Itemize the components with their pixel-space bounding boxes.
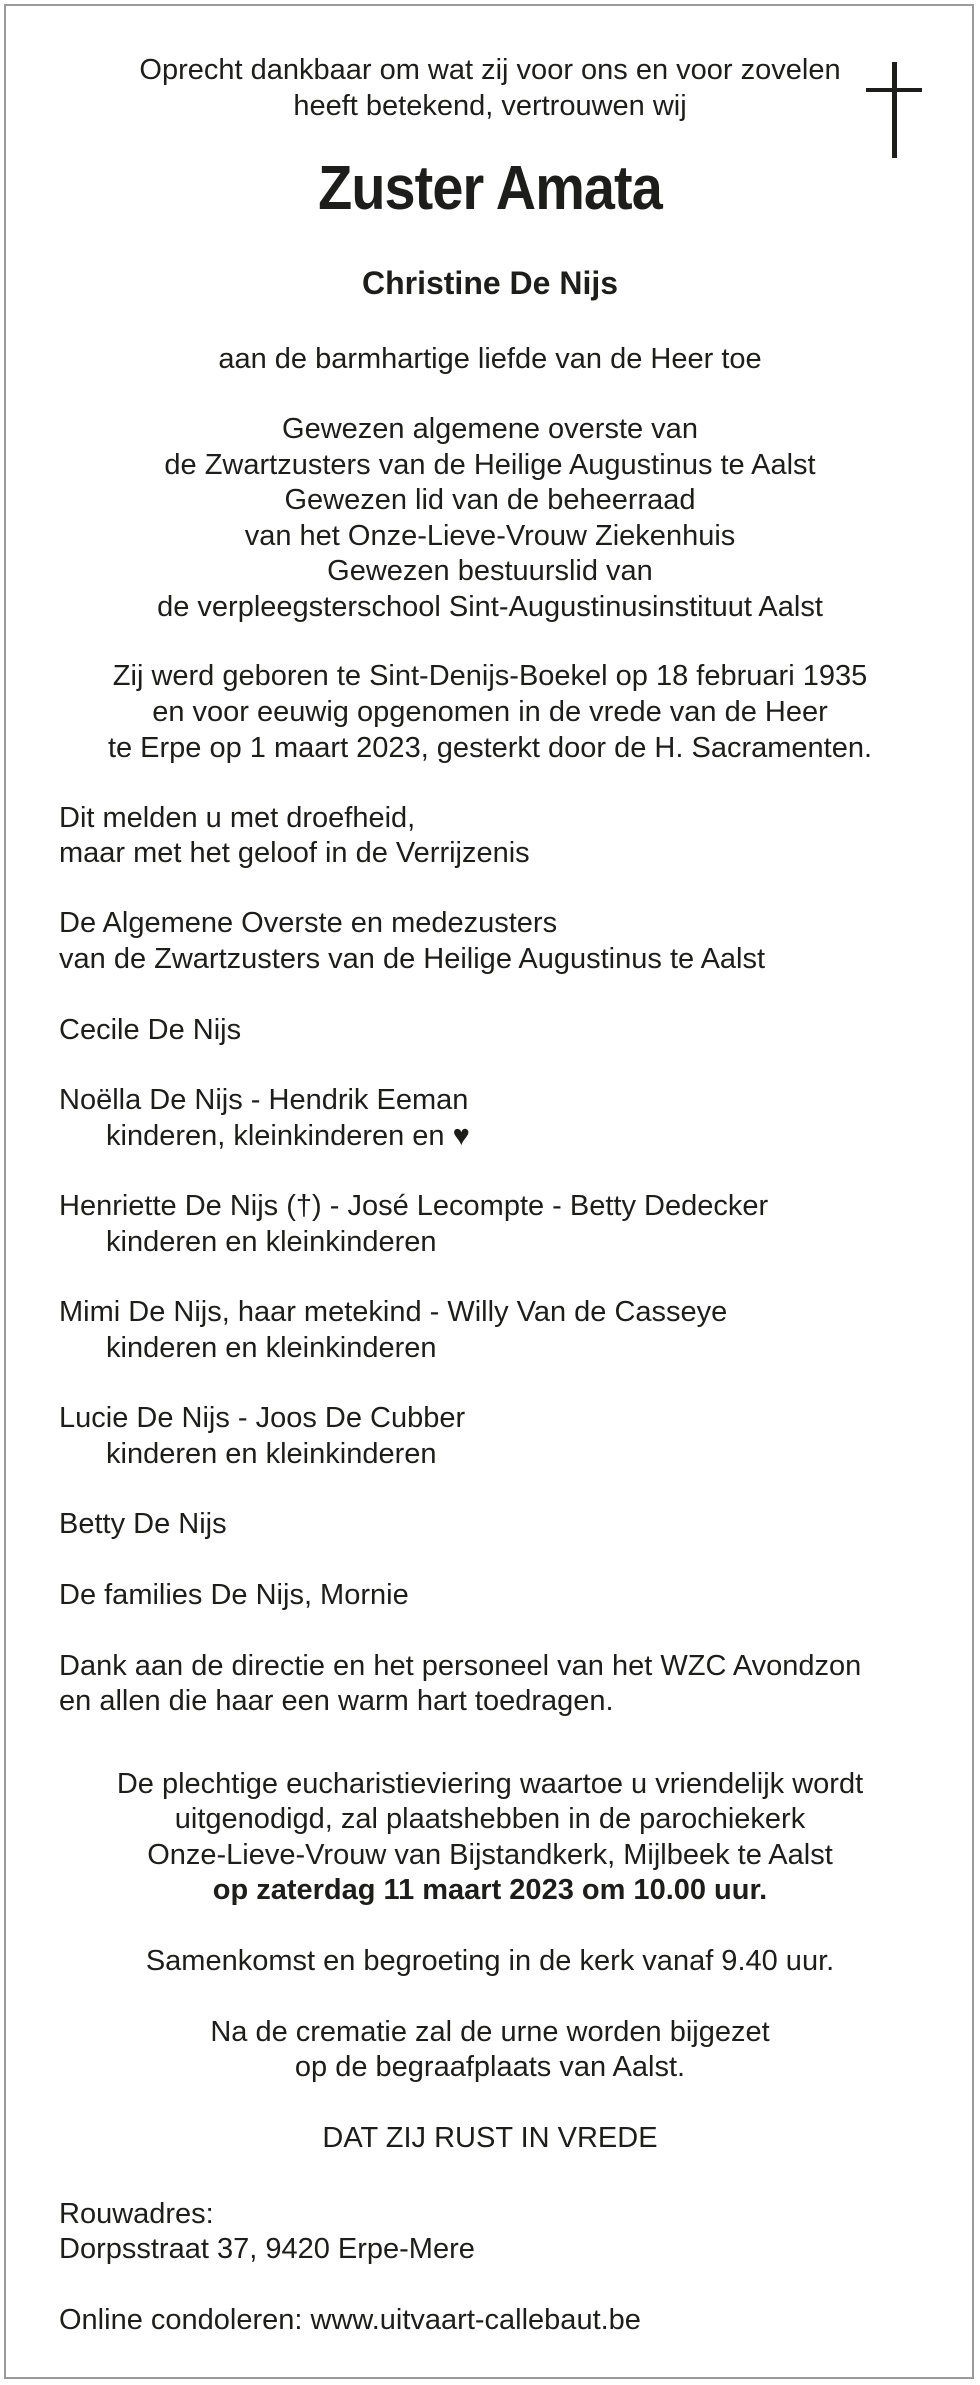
urn-line-1: Na de crematie zal de urne worden bijgezet (210, 2016, 770, 2048)
family-descendants: kinderen, kleinkinderen en ♥ (106, 1120, 470, 1152)
family-descendants: kinderen en kleinkinderen (106, 1226, 437, 1258)
family-member: Betty De Nijs (59, 1508, 227, 1540)
birth-death-line-1: Zij werd geboren te Sint-Denijs-Boekel op 18 februari 1935 (112, 660, 868, 692)
deceased-name: Zuster Amata (318, 154, 662, 223)
family-member: Cecile De Nijs (59, 1014, 242, 1046)
commendation: aan de barmhartige liefde van de Heer toe (218, 343, 762, 375)
address-label: Rouwadres: (59, 2198, 214, 2230)
function-line-3: Gewezen lid van de beheerraad (284, 484, 696, 516)
birth-death-line-2: en voor eeuwig opgenomen in de vrede van de Heer (152, 696, 828, 728)
family-member: Lucie De Nijs - Joos De Cubber (59, 1402, 466, 1434)
family-descendants: kinderen en kleinkinderen (106, 1438, 437, 1470)
gathering-info: Samenkomst en begroeting in de kerk vanaf 9.40 uur. (145, 1945, 835, 1977)
ceremony-line-2: uitgenodigd, zal plaatshebben in de parochiekerk (174, 1803, 806, 1835)
family-member: Mimi De Nijs, haar metekind - Willy Van de Casseye (59, 1296, 728, 1328)
function-line-6: de verpleegsterschool Sint-Augustinusinstituut Aalst (157, 591, 823, 623)
congregation-line-1: De Algemene Overste en medezusters (59, 907, 558, 939)
function-line-2: de Zwartzusters van de Heilige Augustinus te Aalst (164, 449, 816, 481)
thanks-line-2: en allen die haar een warm hart toedragen. (59, 1685, 614, 1717)
family-member: Henriette De Nijs (†) - José Lecompte - Betty Dedecker (59, 1190, 769, 1222)
rest-in-peace: DAT ZIJ RUST IN VREDE (322, 2122, 658, 2154)
address: Dorpsstraat 37, 9420 Erpe-Mere (59, 2233, 475, 2265)
intro-line-2: heeft betekend, vertrouwen wij (293, 90, 687, 122)
intro-line-1: Oprecht dankbaar om wat zij voor ons en voor zovelen (139, 54, 841, 86)
birth-death-line-3: te Erpe op 1 maart 2023, gesterkt door de H. Sacramenten. (107, 732, 873, 764)
online-condolences: Online condoleren: www.uitvaart-callebaut.be (59, 2304, 641, 2336)
family-descendants: kinderen en kleinkinderen (106, 1332, 437, 1364)
ceremony-line-3: Onze-Lieve-Vrouw van Bijstandkerk, Mijlbeek te Aalst (147, 1839, 833, 1871)
urn-line-2: op de begraafplaats van Aalst. (294, 2051, 686, 2083)
family-member: De families De Nijs, Mornie (59, 1579, 409, 1611)
civil-name: Christine De Nijs (361, 265, 619, 301)
ceremony-line-1: De plechtige eucharistieviering waartoe u vriendelijk wordt (116, 1768, 864, 1800)
family-member: Noëlla De Nijs - Hendrik Eeman (59, 1084, 469, 1116)
function-line-4: van het Onze-Lieve-Vrouw Ziekenhuis (244, 520, 736, 552)
function-line-5: Gewezen bestuurslid van (327, 555, 653, 587)
function-line-1: Gewezen algemene overste van (282, 413, 698, 445)
thanks-line-1: Dank aan de directie en het personeel van het WZC Avondzon (59, 1650, 862, 1682)
congregation-line-2: van de Zwartzusters van de Heilige Augustinus te Aalst (59, 943, 766, 975)
announcement-line-1: Dit melden u met droefheid, (59, 802, 416, 834)
announcement-line-2: maar met het geloof in de Verrijzenis (59, 837, 530, 869)
ceremony-datetime: op zaterdag 11 maart 2023 om 10.00 uur. (212, 1874, 768, 1906)
